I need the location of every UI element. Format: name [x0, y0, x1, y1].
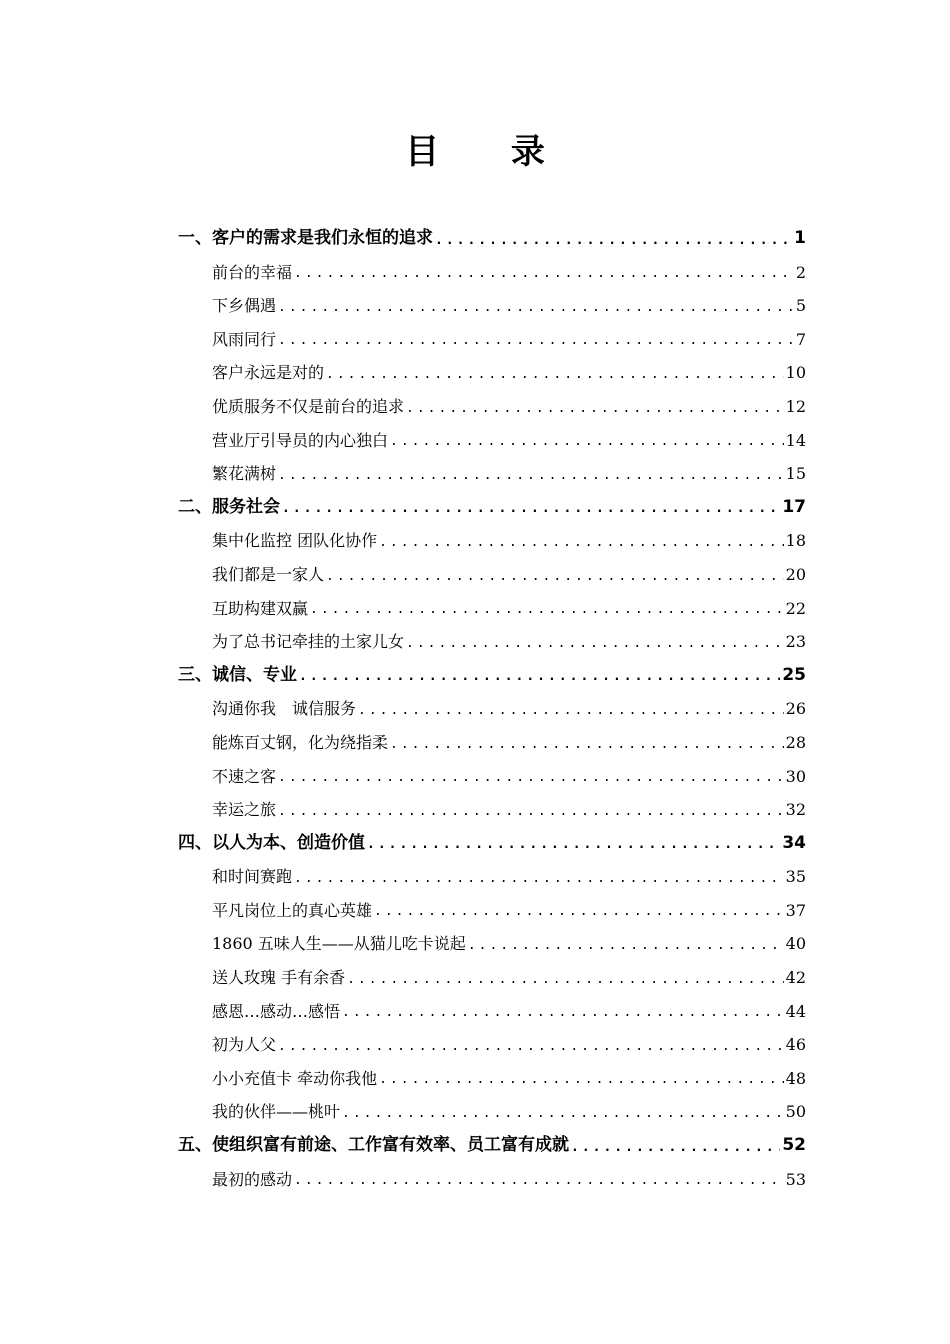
toc-section-entry[interactable]	[178, 457, 806, 491]
toc-entry-page-number: 40	[785, 934, 806, 954]
page-title: 目 录	[405, 132, 575, 172]
toc-chapter-entry[interactable]	[178, 491, 806, 525]
toc-entry-page-number: 28	[785, 732, 806, 752]
toc-dot-leader	[326, 360, 784, 390]
toc-entry-label: 为了总书记牵挂的土家儿女	[212, 632, 405, 652]
toc-entry-label: 感恩…感动…感悟	[212, 1001, 341, 1021]
toc-entry-label: 优质服务不仅是前台的追求	[212, 396, 405, 416]
toc-section-entry[interactable]	[178, 524, 806, 558]
toc-dot-leader	[326, 562, 784, 592]
toc-entry-page-number: 42	[785, 968, 806, 988]
toc-dot-leader	[278, 326, 794, 356]
toc-dot-leader	[358, 696, 784, 726]
table-of-contents	[178, 222, 806, 1196]
toc-entry-label: 前台的幸福	[212, 262, 293, 282]
toc-entry-label: 五、使组织富有前途、工作富有效率、员工富有成就	[178, 1135, 569, 1156]
toc-entry-page-number: 25	[782, 664, 806, 685]
toc-dot-leader	[571, 1133, 780, 1163]
toc-dot-leader	[390, 427, 784, 457]
toc-chapter-entry[interactable]	[178, 659, 806, 693]
toc-section-entry[interactable]	[178, 760, 806, 794]
toc-entry-label: 互助构建双赢	[212, 598, 309, 618]
toc-entry-page-number: 37	[785, 900, 806, 920]
toc-entry-label: 初为人父	[212, 1035, 277, 1055]
toc-entry-label: 幸运之旅	[212, 800, 277, 820]
toc-entry-page-number: 26	[785, 699, 806, 719]
toc-entry-page-number: 52	[782, 1135, 806, 1156]
toc-dot-leader	[374, 897, 784, 927]
toc-entry-label: 繁花满树	[212, 464, 277, 484]
toc-section-entry[interactable]	[178, 1028, 806, 1062]
toc-section-entry[interactable]	[178, 558, 806, 592]
toc-chapter-entry[interactable]	[178, 1129, 806, 1163]
toc-entry-page-number: 12	[785, 396, 806, 416]
toc-dot-leader	[435, 226, 792, 256]
toc-entry-label: 1860 五味人生——从猫儿吃卡说起	[212, 934, 466, 954]
toc-dot-leader	[294, 259, 794, 289]
toc-entry-label: 我们都是一家人	[212, 564, 325, 584]
toc-dot-leader	[278, 763, 784, 793]
toc-entry-label: 平凡岗位上的真心英雄	[212, 900, 373, 920]
toc-section-entry[interactable]	[178, 289, 806, 323]
toc-section-entry[interactable]	[178, 961, 806, 995]
toc-dot-leader	[278, 293, 794, 323]
toc-entry-page-number: 22	[785, 598, 806, 618]
toc-entry-page-number: 23	[785, 632, 806, 652]
toc-entry-label: 下乡偶遇	[212, 296, 277, 316]
toc-section-entry[interactable]	[178, 927, 806, 961]
toc-entry-page-number: 20	[785, 564, 806, 584]
toc-entry-page-number: 5	[795, 296, 806, 316]
toc-entry-label: 沟通你我 诚信服务	[212, 699, 357, 719]
toc-entry-label: 客户永远是对的	[212, 363, 325, 383]
toc-dot-leader	[278, 461, 784, 491]
toc-dot-leader	[390, 730, 784, 760]
toc-dot-leader	[299, 662, 780, 692]
toc-section-entry[interactable]	[178, 726, 806, 760]
toc-section-entry[interactable]	[178, 424, 806, 458]
toc-section-entry[interactable]	[178, 1062, 806, 1096]
toc-dot-leader	[367, 830, 780, 860]
toc-entry-label: 和时间赛跑	[212, 867, 293, 887]
toc-entry-label: 送人玫瑰 手有余香	[212, 968, 346, 988]
toc-entry-page-number: 32	[785, 800, 806, 820]
toc-dot-leader	[294, 1166, 784, 1196]
toc-entry-page-number: 14	[785, 430, 806, 450]
toc-section-entry[interactable]	[178, 356, 806, 390]
toc-dot-leader	[278, 797, 784, 827]
toc-dot-leader	[406, 394, 784, 424]
toc-dot-leader	[379, 528, 784, 558]
toc-entry-label: 营业厅引导员的内心独白	[212, 430, 389, 450]
toc-dot-leader	[468, 931, 784, 961]
toc-section-entry[interactable]	[178, 1095, 806, 1129]
toc-entry-label: 最初的感动	[212, 1169, 293, 1189]
toc-dot-leader	[342, 998, 784, 1028]
toc-section-entry[interactable]	[178, 625, 806, 659]
toc-entry-page-number: 30	[785, 766, 806, 786]
toc-dot-leader	[282, 494, 780, 524]
toc-entry-page-number: 2	[795, 262, 806, 282]
toc-entry-page-number: 46	[785, 1035, 806, 1055]
toc-entry-label: 一、客户的需求是我们永恒的追求	[178, 228, 433, 248]
toc-section-entry[interactable]	[178, 390, 806, 424]
toc-entry-page-number: 50	[785, 1102, 806, 1122]
toc-entry-page-number: 53	[785, 1169, 806, 1189]
toc-entry-page-number: 7	[795, 329, 806, 349]
toc-section-entry[interactable]	[178, 894, 806, 928]
toc-dot-leader	[294, 864, 784, 894]
toc-section-entry[interactable]	[178, 793, 806, 827]
toc-chapter-entry[interactable]	[178, 222, 806, 256]
toc-dot-leader	[347, 965, 784, 995]
toc-entry-label: 小小充值卡 牵动你我他	[212, 1068, 378, 1088]
toc-dot-leader	[310, 595, 784, 625]
toc-dot-leader	[278, 1032, 784, 1062]
toc-section-entry[interactable]	[178, 860, 806, 894]
toc-entry-page-number: 35	[785, 867, 806, 887]
toc-entry-page-number: 48	[785, 1068, 806, 1088]
toc-entry-page-number: 1	[794, 228, 806, 248]
toc-dot-leader	[406, 629, 784, 659]
toc-dot-leader	[342, 1099, 784, 1129]
toc-section-entry[interactable]	[178, 995, 806, 1029]
toc-entry-label: 不速之客	[212, 766, 277, 786]
toc-entry-page-number: 34	[782, 832, 806, 853]
toc-section-entry[interactable]	[178, 592, 806, 626]
toc-entry-label: 风雨同行	[212, 329, 277, 349]
toc-entry-label: 三、诚信、专业	[178, 664, 297, 685]
toc-chapter-entry[interactable]	[178, 827, 806, 861]
toc-entry-label: 四、以人为本、创造价值	[178, 832, 365, 853]
toc-entry-page-number: 15	[785, 464, 806, 484]
toc-entry-page-number: 44	[785, 1001, 806, 1021]
toc-section-entry[interactable]	[178, 256, 806, 290]
toc-section-entry[interactable]	[178, 1163, 806, 1197]
toc-entry-label: 二、服务社会	[178, 496, 280, 517]
toc-section-entry[interactable]	[178, 323, 806, 357]
toc-entry-label: 我的伙伴——桃叶	[212, 1102, 341, 1122]
toc-entry-page-number: 17	[782, 496, 806, 517]
toc-dot-leader	[379, 1065, 784, 1095]
toc-entry-label: 集中化监控 团队化协作	[212, 531, 378, 551]
toc-section-entry[interactable]	[178, 692, 806, 726]
toc-entry-page-number: 18	[785, 531, 806, 551]
toc-entry-page-number: 10	[785, 363, 806, 383]
toc-entry-label: 能炼百丈钢，化为绕指柔	[212, 732, 389, 752]
